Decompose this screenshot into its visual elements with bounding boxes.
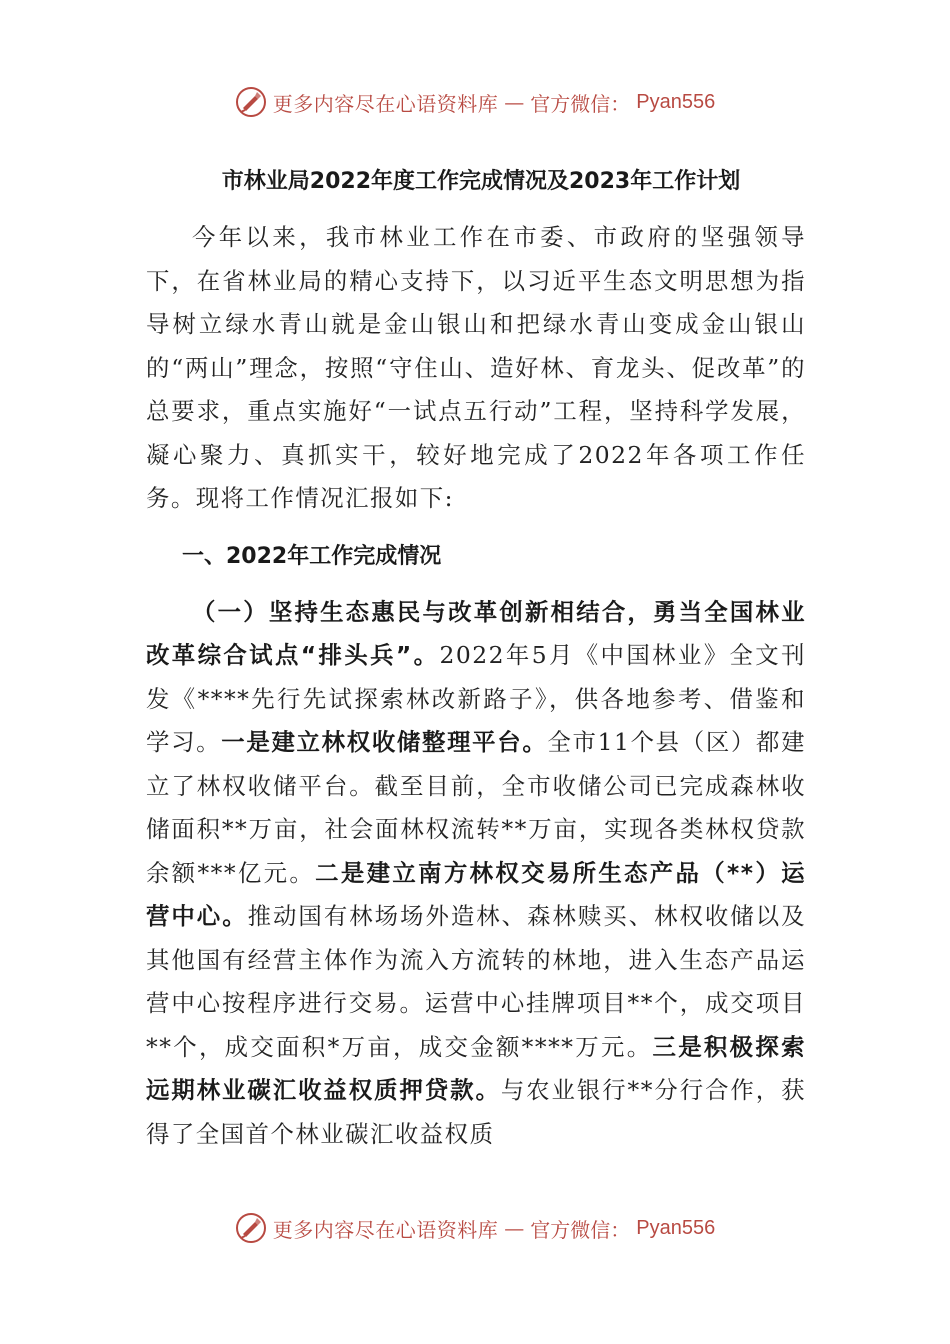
banner-separator: — [504,90,525,114]
point-three-title: 三是积极探索远期林业碳汇收益权质押贷款。 [146,1032,807,1104]
document-title: 市林业局2022年度工作完成情况及2023年工作计划 [221,169,741,194]
footer-banner [0,1208,950,1248]
section-heading: 一、2022年工作完成情况 [182,543,442,569]
banner-wechat-label: 官方微信： [530,91,631,116]
banner-wechat-label: 官方微信： [530,1217,631,1242]
paragraph-text: 与农业银行**分行合作，获得了全国首个林业碳汇收益权质 [146,1076,807,1148]
paragraph-text: 推动国有林场场外造林、森林赎买、林权收储以及其他国有经营主体作为流入方流转的林地，进入生态产品运营中心按程序进行交易。运营中心挂牌项目**个，成交项目**个，成交面积*万亩，成交金额****万元。 [146,902,807,1061]
pen-seal-logo-icon [235,1212,267,1244]
banner-wechat-id: Pyan556 [636,90,716,113]
paragraph-text: 2022年5月《中国林业》全文刊发《****先行先试探索林改新路子》，供各地参考、借鉴和学习。 [146,641,806,756]
document-body [146,160,806,1156]
intro-paragraph: 今年以来，我市林业工作在市委、市政府的坚强领导下，在省林业局的精心支持下，以习近平生态文明思想为指导树立绿水青山就是金山银山和把绿水青山变成金山银山的“两山”理念，按照“守住山、造好林、育龙头、促改革”的总要求，重点实施好“一试点五行动”工程，坚持科学发展，凝心聚力、真抓实干，较好地完成了2022年各项工作任务。现将工作情况汇报如下: [146,223,806,512]
point-one-title: 一是建立林权收储整理平台。 [221,728,548,756]
section-paragraph [146,591,806,1157]
subsection-lead: （一）坚持生态惠民与改革创新相结合，勇当全国林业改革综合试点“排头兵”。 [146,597,806,669]
banner-separator: — [504,1216,525,1240]
pen-seal-logo-icon [235,86,267,118]
paragraph-text: 全市11个县（区）都建立了林权收储平台。截至目前，全市收储公司已完成森林收储面积**万亩，社会面林权流转**万亩，实现各类林权贷款余额***亿元。 [146,728,807,887]
header-banner [0,82,950,122]
point-two-title: 二是建立南方林权交易所生态产品（**）运营中心。 [146,858,806,930]
banner-wechat-id: Pyan556 [636,1216,716,1239]
banner-slogan: 更多内容尽在心语资料库 [272,91,499,116]
banner-slogan: 更多内容尽在心语资料库 [272,1217,499,1242]
